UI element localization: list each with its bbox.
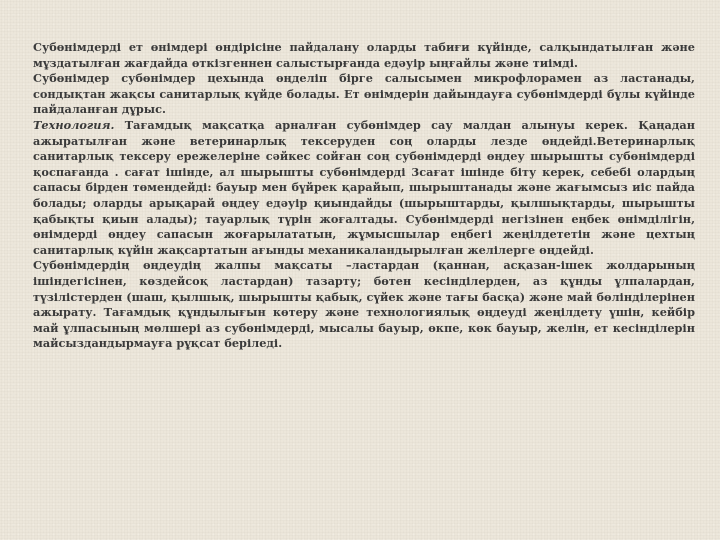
paragraph-3-text: Тағамдық мақсатқа арналған субөнімдер сау малдан алынуы керек. Қаңадан ажыратылған және ветеринарлық тексеруден соң оларды лезде өңдейді.Ветеринарлық санитарлық тексеру ережелеріне сәйкес сойған соң субөнімдерді өңдеу шырышты субөнімдерді қоспағанда . сағат ішінде, ал шырышты субөнімдерді 3сағат ішінде біту керек, себебі олардың сапасы бірден төмендейді: бауыр мен бүйрек қарайып, шырыштанады және жағымсыз иіс пайда болады; оларды арықарай өңдеу едәуір қиындайды (шырыштарды, қылшықтарды, шырышты қабықты қиын алады); тауарлық түрін жоғалтады. Субөнімдерді негізінен еңбек өнімділігін, өнімдерді өңдеу сапасын жоғарылататын, жұмысшылар еңбегі жеңілдететін және цехтың санитарлық күйін жақсартатын ағынды механикаландырылған желілерге өңдейді.: [33, 117, 695, 257]
paragraph-4: [33, 258, 695, 352]
paragraph-2: [33, 71, 695, 118]
paragraph-1: [33, 40, 695, 71]
paragraph-3: [33, 118, 695, 258]
paragraph-4-text: Субөнімдердің өңдеудің жалпы мақсаты –ластардан (қаннан, асқазан-ішек жолдарының ішіндегісінен, көздейсоқ ластардан) тазарту; бөтен кесінділерден, аз құнды ұлпалардан, түзілістерден (шаш, қылшық, шырышты қабық, сүйек және тағы басқа) және май бөлінділерінен ажырату. Тағамдық құндылығын көтеру және технологиялық өңдеуді жеңілдету үшін, кейбір май ұлпасының мөлшері аз субөнімдерді, мысалы бауыр, өкпе, көк бауыр, желін, ет кесінділерін майсыздандырмауға рұқсат беріледі.: [33, 258, 695, 351]
paragraph-1-text: Субөнімдерді ет өнімдері өндірісіне пайдалану оларды табиғи күйінде, салқындатылған және мұздатылған жағдайда өткізгеннен салыстырғанда едәуір ыңғайлы және тиімді.: [33, 40, 695, 70]
text-block: [33, 40, 695, 352]
technology-term: Технология.: [33, 117, 115, 132]
paragraph-2-text: Субөнімдер субөнімдер цехында өңделіп бірге салысымен микрофлорамен аз ластанады, сондықтан жақсы санитарлық күйде болады. Ет өнімдерін дайындауға субөнімдерді бұлы күйінде пайдаланған дұрыс.: [33, 71, 695, 117]
